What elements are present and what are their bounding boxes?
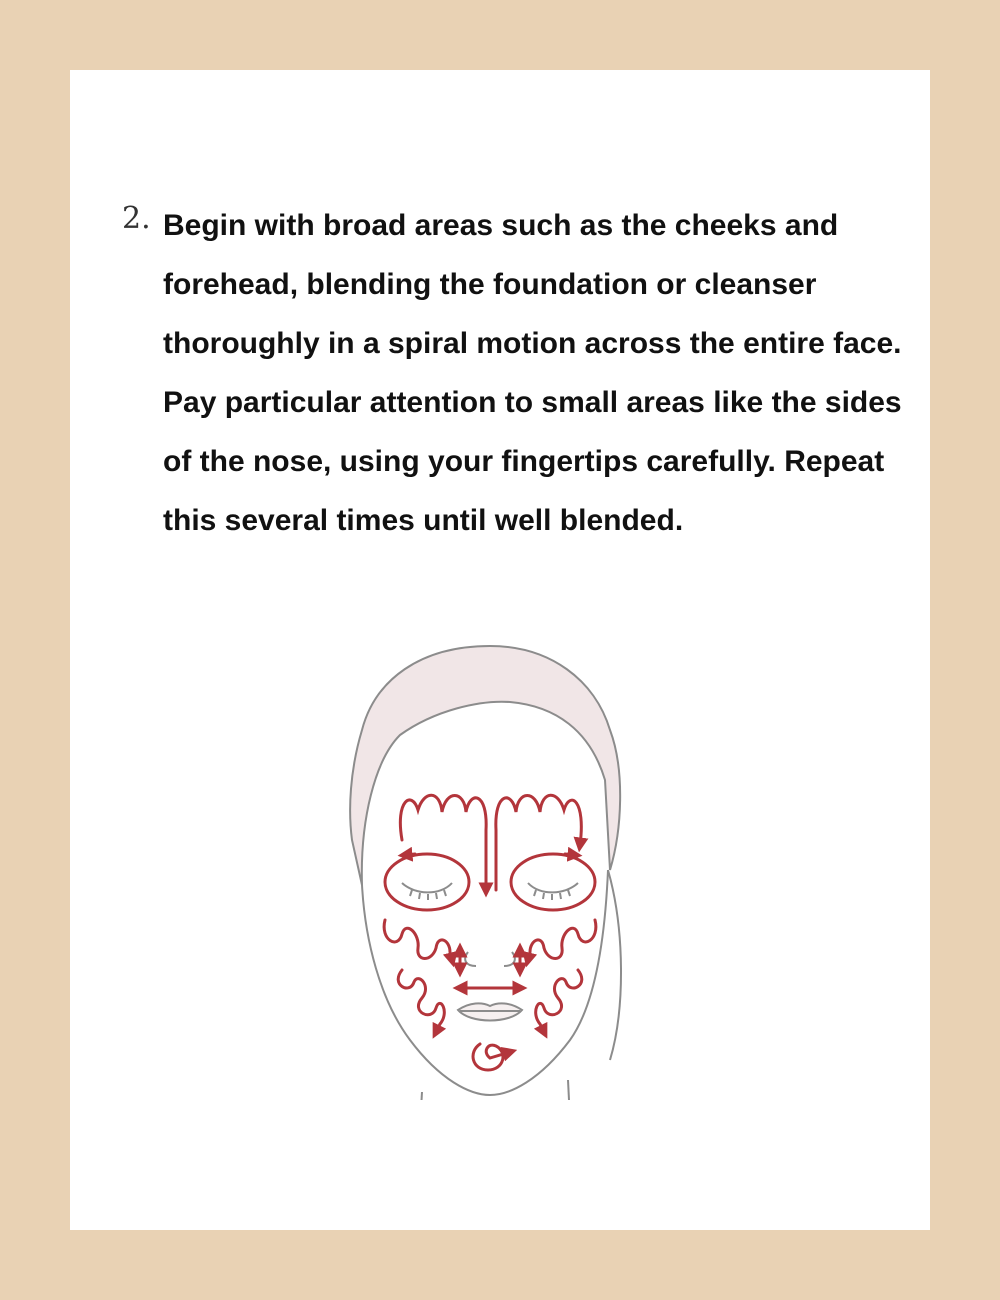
step-text: Begin with broad areas such as the cheeks and forehead, blending the foundation or cleanser thoroughly in a spiral motion across the entire face. Pay particular attention to small areas like the sides of the nose, using your fingertips carefully. Repeat this several times until well blended.	[163, 209, 902, 537]
content-card	[70, 70, 930, 1230]
massage-arrows	[384, 795, 596, 1070]
step-number: 2.	[122, 201, 151, 236]
face-massage-diagram-icon	[340, 640, 640, 1100]
